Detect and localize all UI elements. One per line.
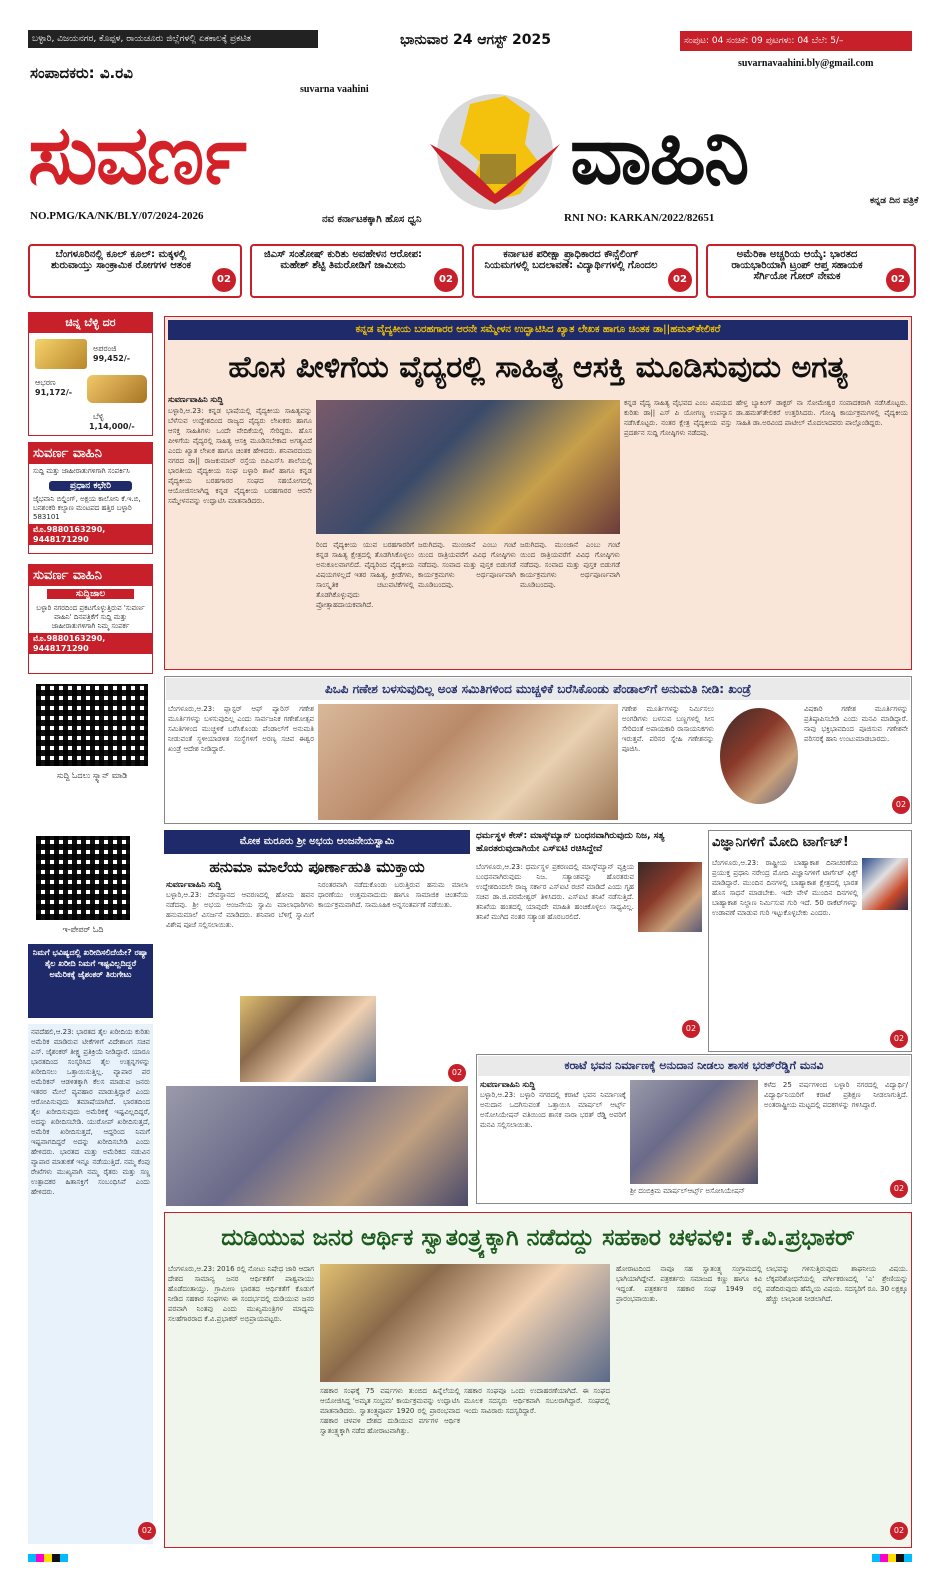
masthead-title-right: ವಾಹಿನಿ [570,108,748,203]
minister-portrait [720,708,798,804]
masthead-logo [410,84,580,214]
lead-column-4: ಕನ್ನಡ ವೈದ್ಯ ಸಾಹಿತ್ಯ ವೈಭವದ ಎಂಬ ವಿಷಯದ ಕುರಿತು ಡಾ|| ಎಸ್ ಪಿ ಯೋಗಣ್ಣ ಉಪನ್ಯಾಸ ನಡೆಸಿಕೊಟ್ಟರು. ನಂತರ ಕ್ಷೇತ್ರ ವೈದ್ಯಕೀಯ ವಸ್ತು ಪ್ರದರ್ಶನ ಸುದ್ದಿ ಗೋಷ್ಠಿಗಳು ನಡೆದವು. [624,399,732,437]
continued-page-badge: 02 [890,1522,908,1540]
home-minister-photo [638,862,702,932]
side-story-body: ನವದೆಹಲಿ,ಆ.23: ಭಾರತದ ತೈಲ ಖರೀದಿಯ ಕುರಿತು ಅಮೆರಿಕ ಮಾಡಿರುವ ಟೀಕೆಗಳಿಗೆ ವಿದೇಶಾಂಗ ಸಚಿವ ಎಸ್. ಜೈಶಂಕರ್ ತೀಕ್ಷ್ಣ ಪ್ರತಿಕ್ರಿಯೆ ನೀಡಿದ್ದಾರೆ. ಯಾರೂ ಭಾರತದಿಂದ ಸಂಸ್ಕರಿಸಿದ ತೈಲ ಉತ್ಪನ್ನಗಳನ್ನು ಖರೀದಿಸಲು ಒತ್ತಾಯಿಸುತ್ತಿಲ್ಲ. ವ್ಯಾಪಾರ ಪರ ಅಮೆರಿಕನ್ ಆಡಳಿತಕ್ಕಾಗಿ ಕೆಲಸ ಮಾಡುವ ಜನರು ಇತರರ ಮೇಲೆ ವ್ಯವಹಾರ ಮಾಡುತ್ತಿದ್ದಾರೆ ಎಂದು ಆರೋಪಿಸುವುದು ತಮಾಷೆಯಾಗಿದೆ. ಭಾರತದಿಂದ ತೈಲ ಖರೀದಿಸುವುದು ಅಮೆರಿಕಕ್ಕೆ ಇಷ್ಟವಿಲ್ಲದಿದ್ದರೆ, ಅದನ್ನು ಖರೀದಿಸಬೇಡಿ. ಯುರೋಪ್ ಖರೀದಿಸುತ್ತದೆ, ಅಮೆರಿಕ ಖರೀದಿಸುತ್ತದೆ, ಆದ್ದರಿಂದ ನಿಮಗೆ ಇಷ್ಟವಾಗದಿದ್ದರೆ ಅದನ್ನು ಖರೀದಿಸಬೇಡಿ ಎಂದು ಹೇಳಿದರು. ಭಾರತದ ಮತ್ತು ಅಮೆರಿಕದ ನಡುವಿನ ವ್ಯಾಪಾರ ಮಾತುಕತೆ ಇನ್ನೂ ನಡೆಯುತ್ತಿದೆ. ನಮ್ಮ ಕೆಂಪು ರೇಖೆಗಳು ಮುಖ್ಯವಾಗಿ ನಮ್ಮ ರೈತರು ಮತ್ತು ಸಣ್ಣ ಉತ್ಪಾದಕರ ಹಿತಾಸಕ್ತಿಗೆ ಸಂಬಂಧಿಸಿವೆ ಎಂದು ಹೇಳಿದರು. [28,1024,153,1544]
cooperative-column-5: ಲಾಭವನ್ನು ಗಳಿಸುತ್ತಿರುವುದು ಶಾಘನೀಯ ವಿಷಯ. ಲೆಕ್ಕಪರಿಶೋಧನೆಯಲ್ಲಿ ವರ್ಗೀಕರಣದಲ್ಲಿ 'ಎ' ಶ್ರೇಣಿಯನ್ನು ಪಡೆದಿರುವುದು ಹೆಮ್ಮೆಯ ವಿಷಯ. ಸದಸ್ಯರಿಗೆ ರೂ. 30 ಲಕ್ಷಕ್ಕೂ ಹೆಚ್ಚು ಲಾಭಾಂಶ ನೀಡಲಾಗಿದೆ. [766,1265,908,1303]
ad-address: ಜೈಭವಾನಿ ಬಿಲ್ಡಿಂಗ್, ಅಕ್ಷಯ ಕಾಲೋನಿ ಕೆ.ಇ.ಬಿ, ಬನಶಂಕರಿ ಕಲ್ಯಾಣ ಮಂಟಪದ ಹತ್ತಿರ ಬಳ್ಳಾರಿ 583101 [33,495,141,521]
print-color-bar [872,1554,912,1562]
teaser-text: ಕರ್ನಾಟಕ ಪರೀಕ್ಷಾ ಪ್ರಾಧಿಕಾರದ ಕೌನ್ಸೆಲಿಂಗ್ ನಿಯಮಗಳಲ್ಲಿ ಬದಲಾವಣೆ: ವಿದ್ಯಾರ್ಥಿಗಳಲ್ಲಿ ಗೊಂದಲ [484,249,658,271]
ganesha-body-mid: ಗಣೇಶ ಮೂರ್ತಿಗಳನ್ನು ನಿರ್ಮಿಸಲು ಅಂಗಡಿಗಳು ಬಳಸುವ ಬಣ್ಣಗಳಲ್ಲಿ ಸೀಸ ಸೇರಿದಂತೆ ಅಪಾಯಕಾರಿ ರಾಸಾಯನಿಕಗಳು ಇರುತ್ತವೆ. ಪರಿಸರ ಸ್ನೇಹಿ ಗಣೇಶನನ್ನು ಪೂಜಿಸಿ. [622,705,714,753]
ad-phone: ಮೊ.9880163290, 9448171290 [29,633,152,654]
dharmasthala-headline: ಧರ್ಮಸ್ಥಳ ಕೇಸ್: ಮಾಸ್ಕ್‌ಮ್ಯಾನ್ ಬಂಧನವಾಗಿರುವುದು ನಿಜ, ಸತ್ಯ ಹೊರತರುವುದಾಗಿಯೇ ಎಸ್‌ಐಟಿ ರಚಿಸಿದ್ದೇವೆ [476,831,665,854]
ad-news-text: ಬಳ್ಳಾರಿ ನಗರದಿಂದ ಪ್ರಕಟಗೊಳ್ಳುತ್ತಿರುವ 'ಸುವರ್ಣ ವಾಹಿನಿ' ದಿನಪತ್ರಿಕೆಗೆ ಸುದ್ದಿ ಮತ್ತು ಜಾಹೀರಾತುಗಳಿಗಾಗಿ ನಿಮ್ಮ ಸಂಪರ್ಕ [36,604,145,630]
lead-column-1: ಬಳ್ಳಾರಿ,ಆ.23: ಕನ್ನಡ ಭಾಷೆಯಲ್ಲಿ ವೈದ್ಯಕೀಯ ಸಾಹಿತ್ಯವನ್ನು ಬೆಳೆಸುವ ಉದ್ದೇಶದಿಂದ ರಾಜ್ಯದ ವೈದ್ಯರು ಲೇಖಕರು ಹಾಗೂ ಆಸಕ್ತ ಸಾಹಿತಿಗಳು ಒಂದೇ ವೇದಿಕೆಯಲ್ಲಿ ಸೇರಿದ್ದರು. ಹೊಸ ಪೀಳಿಗೆಯ ವೈದ್ಯರಲ್ಲಿ ಸಾಹಿತ್ಯ ಆಸಕ್ತಿ ಮೂಡಿಸಬೇಕಾದ ಅಗತ್ಯವಿದೆ ಎಂದು ಖ್ಯಾತ ಲೇಖಕ ಹಾಗೂ ಚಿಂತಕ ಹೇಳಿದರು. ಶನಿವಾರದಂದು ನಗರದ ಡಾ|| ರಾಜಕುಮಾರ್ ರಸ್ತೆಯ ಬಿಪಿಎಸ್‌ಸಿ ಶಾಲೆಯಲ್ಲಿ ಭಾರತೀಯ ವೈದ್ಯಕೀಯ ಸಂಘ ಬಳ್ಳಾರಿ ಶಾಖೆ ಹಾಗೂ ಕನ್ನಡ ವೈದ್ಯಕೀಯ ಬರಹಗಾರರ ಸಂಘದ ಸಹಯೋಗದಲ್ಲಿ ಆಯೋಜಿಸಲಾಗಿದ್ದ ಕನ್ನಡ ವೈದ್ಯಕೀಯ ಬರಹಗಾರರ ಆರನೇ ಸಮ್ಮೇಳನವನ್ನು ಉದ್ಘಾಟಿಸಿ ಮಾತನಾಡಿದರು. [168,407,312,505]
edition-strip: ಬಳ್ಳಾರಿ, ವಿಜಯನಗರ, ಕೊಪ್ಪಳ, ರಾಯಚೂರು ಜಿಲ್ಲೆಗಳಲ್ಲಿ ಏಕಕಾಲಕ್ಕೆ ಪ್ರಕಟಿತ [28,30,318,48]
silver-value: 1,14,000/- [89,422,135,431]
gold-rate-title: ಚಿನ್ನ ಬೆಳ್ಳಿ ದರ [29,313,152,333]
teaser-box[interactable] [472,244,698,298]
cooperative-column-2: ಸಹಕಾರ ಸಂಘಕ್ಕೆ 75 ವರ್ಷಗಳು ತುಂಬಿದ ಹಿನ್ನೆಲೆಯಲ್ಲಿ ಆಯೋಜಿಸಿದ್ದ 'ಅಮೃತ ಸಂಭ್ರಮ' ಕಾರ್ಯಕ್ರಮವನ್ನು ಉದ್ಘಾಟಿಸಿ ಮಾತನಾಡಿದರು. ಸ್ವಾತಂತ್ರ್ಯಪೂರ್ವ 1920 ರಲ್ಲಿ ಪ್ರಾರಂಭವಾದ ಸಹಕಾರ ಚಳವಳಿ ದೇಶದ ದುಡಿಯುವ ವರ್ಗಗಳ ಆರ್ಥಿಕ ಸ್ವಾತಂತ್ರ್ಯಕ್ಕಾಗಿ ನಡೆದ ಹೋರಾಟವಾಗಿತ್ತು. [320,1387,460,1435]
gold-24-value: 99,452/- [93,354,131,363]
hanuma-stage-photo [166,1086,468,1206]
hanuma-crowd-photo [240,996,376,1082]
issue-date: ಭಾನುವಾರ 24 ಆಗಸ್ಟ್ 2025 [400,32,551,48]
teaser-box[interactable] [706,244,916,298]
dharmasthala-body: ಬೆಂಗಳೂರು,ಆ.23: ಧರ್ಮಸ್ಥಳ ಪ್ರಕರಣದಲ್ಲಿ ಮಾಸ್ಕ್‌ಮ್ಯಾನ್ ವ್ಯಕ್ತಿಯ ಬಂಧನವಾಗಿರುವುದು ನಿಜ. ಸತ್ಯಾಂಶವನ್ನು ಹೊರತರುವ ಉದ್ದೇಶದಿಂದಲೇ ರಾಜ್ಯ ಸರ್ಕಾರ ಎಸ್‌ಐಟಿ ರಚನೆ ಮಾಡಿದೆ ಎಂದು ಗೃಹ ಸಚಿವ ಡಾ.ಜಿ.ಪರಮೇಶ್ವರ್ ತಿಳಿಸಿದರು. ಎಸ್‌ಐಟಿ ತನಿಖೆ ನಡೆಸುತ್ತಿದೆ. ತನಿಖೆಯ ಹಂತದಲ್ಲಿ ಯಾವುದೇ ಮಾಹಿತಿ ಹಂಚಿಕೊಳ್ಳಲು ಸಾಧ್ಯವಿಲ್ಲ. ತನಿಖೆ ಮುಗಿದ ನಂತರ ಸತ್ಯಾಂಶ ಹೊರಬರಲಿದೆ. [476,863,634,921]
teaser-box[interactable] [28,244,242,298]
teaser-page-badge: 02 [886,268,910,292]
rni-number: RNI NO: KARKAN/2022/82651 [564,212,715,224]
ad-brand: ಸುವರ್ಣ ವಾಹಿನಿ [29,443,152,464]
continued-page-badge: 02 [682,1020,700,1038]
tagline: ನವ ಕರ್ನಾಟಕಕ್ಕಾಗಿ ಹೊಸ ಧ್ವನಿ [322,214,422,225]
continued-page-badge: 02 [890,1180,908,1198]
ganesha-body-right: ವಿಷಕಾರಿ ಗಣೇಶ ಮೂರ್ತಿಗಳನ್ನು ಪ್ರತಿಷ್ಠಾಪಿಸಬೇಡಿ ಎಂದು ಮನವಿ ಮಾಡಿದ್ದಾರೆ. ನಾವು ಭಕ್ತಿಭಾವದಿಂದ ಪೂಜಿಸುವ ಗಣೇಶನೇ ಪರಿಸರಕ್ಕೆ ಹಾನಿ ಉಂಟುಮಾಡಬಾರದು. [804,705,908,743]
gold-bar-icon [35,339,87,369]
ad-brand: ಸುವರ್ಣ ವಾಹಿನಿ [29,565,152,586]
ganesha-body-left: ಬೆಂಗಳೂರು,ಆ.23: ಪ್ಲಾಸ್ಟರ್ ಆಫ್ ಪ್ಯಾರಿಸ್ ಗಣೇಶ ಮೂರ್ತಿಗಳನ್ನು ಬಳಸುವುದಿಲ್ಲ ಎಂದು ಸಾರ್ವಜನಿಕ ಗಣೇಶೋತ್ಸವ ಸಮಿತಿಗಳಿಂದ ಮುಚ್ಚಳಿಕೆ ಬರೆಸಿಕೊಂಡು ಪೆಂಡಾಲ್‌ಗೆ ಅನುಮತಿ ನೀಡುವಂತೆ ಸ್ಥಳೀಯಾಡಳಿತ ಸಂಸ್ಥೆಗಳಿಗೆ ಅರಣ್ಯ ಸಚಿವ ಈಶ್ವರ ಖಂಡ್ರೆ ಆದೇಶ ನೀಡಿದ್ದಾರೆ. [168,705,314,753]
cooperative-headline: ದುಡಿಯುವ ಜನರ ಆರ್ಥಿಕ ಸ್ವಾತಂತ್ರ್ಯಕ್ಕಾಗಿ ನಡೆದದ್ದು ಸಹಕಾರ ಚಳವಳಿ: ಕೆ.ವಿ.ಪ್ರಭಾಕರ್ [221,1225,855,1251]
news-ad-box [28,564,153,674]
hanuma-byline: ಸುವರ್ಣವಾಹಿನಿ ಸುದ್ದಿ [166,880,222,889]
teaser-text: ಅಮೆರಿಕಾ ಅಚ್ಚರಿಯ ಆಯ್ಕೆ: ಭಾರತದ ರಾಯಭಾರಿಯಾಗಿ ಟ್ರಂಪ್ ಆಪ್ತ ಸಹಾಯಕ ಸೆರ್ಗಿಯೋ ಗೋರ್ ನೇಮಕ [731,249,863,282]
masthead-title-left: ಸುವರ್ಣ [28,108,245,203]
qr-code-news[interactable] [36,684,148,766]
hanuma-kicker: ಮೋಕ ಮರೂರು ಶ್ರೀ ಅಭಯ ಆಂಜನೇಯಸ್ವಾಮಿ [164,830,470,854]
office-ad-box [28,442,153,554]
teaser-text: ಜಿಎಸ್ ಸಂತೋಷ್ ಕುರಿತು ಅವಹೇಳನ ಆರೋಪ: ಮಹೇಶ್ ಶೆಟ್ಟಿ ತಿಮರೋಡಿಗೆ ಜಾಮೀನು [264,249,422,271]
qr-epaper-caption: ಇ-ಪೇಪರ್ ಓದಿ [62,925,104,934]
gold-24-label: ಅಪರಂಜಿ [93,344,117,353]
postal-reg-number: NO.PMG/KA/NK/BLY/07/2024-2026 [30,210,204,222]
continued-page-badge: 02 [890,1030,908,1048]
print-color-bar [28,1554,68,1562]
gold-rate-box [28,312,153,436]
editor-credit: ಸಂಪಾದಕರು: ವಿ.ರವಿ [30,64,133,82]
teaser-box[interactable] [250,244,464,298]
ganesha-idols-photo [318,704,618,820]
hanuma-column-1: ಬಳ್ಳಾರಿ,ಆ.23: ದೇವಸ್ಥಾನದ ಆವರಣದಲ್ಲಿ ಹೋಮ ಹವನ ನಡೆದವು. ಶ್ರೀ ಅಭಯ ಆಂಜನೇಯ ಸ್ವಾಮಿ ಮಾಲಾಧಾರಿಗಳು ಹನುಮಮಾಲೆ ವಿಸರ್ಜನೆ ಮಾಡಿದರು. ಶನಿವಾರ ಬೆಳಿಗ್ಗೆ ಸ್ವಾಮಿಗೆ ವಿಶೇಷ ಪೂಜೆ ಸಲ್ಲಿಸಲಾಯಿತು. [166,891,314,929]
modi-photo [862,858,908,910]
lead-column-5: ಹೇಳ್ತ ಬ್ಯಾಕಿಂಗ್ ಡಾಕ್ಟರ್ ನಾ ಸೋಮೇಶ್ವರ ಸಂವಾದಕರಾಗಿ ನಡೆಸಿಕೊಟ್ಟರು. ಡಾ.ಹಮತ್‌ತೇಲಿಕರೆ ಉತ್ತರಿಸಿದರು. ಗೋಷ್ಠಿ ಕಾರ್ಯಕ್ರಮಗಳಲ್ಲಿ ವೈದ್ಯಕೀಯ ಸಾಹಿತಿ ಡಾ.ಅರವಿಂದ ಪಾಟೀಲ್ ಮೊದಲಾದವರು ಪಾಲ್ಗೊಂಡಿದ್ದರು. [736,399,908,427]
gold-ornament-icon [87,375,147,403]
cooperative-column-3: ಸಹಕಾರ ಸಂಘವೂ ಒಂದು ಉದಾಹರಣೆಯಾಗಿದೆ. ಈ ಸಂಘದ ಮೂಲಕ ಸದಸ್ಯರು ಆರ್ಥಿಕವಾಗಿ ಸಬಲರಾಗಿದ್ದಾರೆ. ಸಂಘದಲ್ಲಿ ಇಂದು ಸಾವಿರಾರು ಸದಸ್ಯರಿದ್ದಾರೆ. [464,1387,610,1415]
teaser-text: ಬೆಂಗಳೂರಿನಲ್ಲಿ ಕೂಲ್ ಕೂಲ್: ಮಕ್ಕಳಲ್ಲಿ ಶುರುವಾಯ್ತು ಸಾಂಕ್ರಾಮಿಕ ರೋಗಗಳ ಆತಂಕ [50,249,192,271]
continued-page-badge: 02 [448,1064,466,1082]
lead-kicker: ಕನ್ನಡ ವೈದ್ಯಕೀಯ ಬರಹಗಾರರ ಆರನೇ ಸಮ್ಮೇಳನ ಉದ್ಘಾಟಿಸಿದ ಖ್ಯಾತ ಲೇಖಕ ಹಾಗೂ ಚಿಂತಕ ಡಾ||ಹಮತ್‌ತೇಲಿಕರೆ [168,320,908,340]
qr-code-epaper[interactable] [36,836,130,920]
cooperative-column-1: ಬೆಂಗಳೂರು,ಆ.23: 2016 ರಲ್ಲಿ ನೋಟು ನಿಷೇಧ ಜಾರಿ ಆದಾಗ ದೇಶದ ಸಾಮಾನ್ಯ ಜನರ ಆರ್ಥಿಕತೆಗೆ ಪಾಶ್ವವಾಯು ಹೊಡೆದಂತಾಯ್ತು. ಗ್ರಾಮೀಣ ಭಾರತದ ಆರ್ಥಿಕತೆಗೆ ಕೊಡುಗೆ ನೀಡಿದ ಸಹಕಾರ ಸಂಘಗಳು ಈ ಸಂದರ್ಭದಲ್ಲಿ ದುಡಿಯುವ ಜನರ ಪರವಾಗಿ ನಿಂತವು ಎಂದು ಮುಖ್ಯಮಂತ್ರಿಗಳ ಮಾಧ್ಯಮ ಸಲಹೆಗಾರರಾದ ಕೆ.ವಿ.ಪ್ರಭಾಕರ್ ಅಭಿಪ್ರಾಯಪಟ್ಟರು. [168,1265,314,1323]
gold-22-label: ಆಭರಣ [35,378,56,387]
karate-body-right: ಕಳೆದ 25 ವರ್ಷಗಳಿಂದ ಬಳ್ಳಾರಿ ನಗರದಲ್ಲಿ ವಿದ್ಯಾರ್ಥಿ/ವಿದ್ಯಾರ್ಥಿನಿಯರಿಗೆ ಕರಾಟೆ ಪ್ರಶಿಕ್ಷಣ ನೀಡಲಾಗುತ್ತಿದೆ. ಅಂತರಾಷ್ಟ್ರೀಯ ಮಟ್ಟದಲ್ಲಿ ಪದಕಗಳನ್ನು ಗಳಿಸಿದ್ದಾರೆ. [764,1081,908,1109]
continued-page-badge: 02 [138,1522,156,1540]
karate-byline: ಸುವರ್ಣವಾಹಿನಿ ಸುದ್ದಿ [480,1080,536,1089]
modi-headline: ವಿಜ್ಞಾನಿಗಳಿಗೆ ಮೋದಿ ಟಾರ್ಗೆಟ್! [712,835,849,850]
silver-label: ಬೆಳ್ಳಿ [93,412,104,421]
gold-22-value: 91,172/- [35,388,73,397]
ad-phone: ಮೊ.9880163290, 9448171290 [29,524,152,545]
teaser-page-badge: 02 [212,268,236,292]
lead-column-2: ರಿಂದ ವೈದ್ಯಕೀಯ ಯುವ ಬರಹಗಾರರಿಗೆ ಕನ್ನಡ ಸಾಹಿತ್ಯ ಕ್ಷೇತ್ರದಲ್ಲಿ ತೊಡಗಿಸಿಕೊಳ್ಳಲು ಅನುಕೂಲವಾಗಲಿದೆ. ವೈದ್ಯರಿಂದ ವೈದ್ಯಕೀಯ ವಿಷಯಗಳಲ್ಲದೆ ಇತರ ಸಾಹಿತ್ಯ, ಕ್ರೀಡೆಗಳು, ಸಾಂಸ್ಕೃತಿಕ ಚಟುವಟಿಕೆಗಳಲ್ಲಿ ತೊಡಗಿಕೊಳ್ಳುವುದು ಪ್ರೋತ್ಸಾಹದಾಯಕವಾಗಿದೆ. [316,541,414,609]
modi-body: ಬೆಂಗಳೂರು,ಆ.23: ರಾಷ್ಟ್ರೀಯ ಬಾಹ್ಯಾಕಾಶ ದಿನಾಚರಣೆಯ ಪ್ರಯುಕ್ತ ಪ್ರಧಾನಿ ನರೇಂದ್ರ ಮೋದಿ ವಿಜ್ಞಾನಿಗಳಿಗೆ ಟಾರ್ಗೆಟ್ ಫಿಕ್ಸ್ ಮಾಡಿದ್ದಾರೆ. ಮುಂದಿನ ದಿನಗಳಲ್ಲಿ ಬಾಹ್ಯಾಕಾಶ ಕ್ಷೇತ್ರದಲ್ಲಿ ಭಾರತ ಹೊಸ ಸಾಧನೆ ಮಾಡಬೇಕು. ಇದೇ ವೇಳೆ ಮುಂದಿನ ದಿನಗಳಲ್ಲಿ ಬಾಹ್ಯಾಕಾಶ ನಿಲ್ದಾಣ ನಿರ್ಮಿಸುವ ಗುರಿ ಇದೆ. 50 ರಾಕೆಟ್‌ಗಳನ್ನು ಉಡಾವಣೆ ಮಾಡುವ ಗುರಿ ಇಟ್ಟುಕೊಳ್ಳಬೇಕು ಎಂದರು. [712,859,858,917]
teaser-page-badge: 02 [668,268,692,292]
qr-news-caption: ಸುದ್ದಿ ಓದಲು ಸ್ಕ್ಯಾನ್ ಮಾಡಿ [56,771,128,780]
ad-subtitle: ಸುದ್ದಿ ಮತ್ತು ಜಾಹೀರಾತುಗಳಿಗಾಗಿ ಸಂಪರ್ಕಿಸಿ [33,467,130,475]
ganesha-headline: ಪಿಒಪಿ ಗಣೇಶ ಬಳಸುವುದಿಲ್ಲ ಅಂತ ಸಮಿತಿಗಳಿಂದ ಮುಚ್ಚಳಿಕೆ ಬರೆಸಿಕೊಂಡು ಪೆಂಡಾಲ್‌ಗೆ ಅನುಮತಿ ನೀಡಿ: ಖಂಡ್ರೆ [166,678,910,700]
cooperative-column-4: ಹೋರಾಟದಿಂದ ನಾವೂ ಸಹ ಸ್ವಾತಂತ್ರ್ಯ ಸಂಗ್ರಾಮದಲ್ಲಿ ಭಾಗಿಯಾಗಿದ್ದೇವೆ. ಪತ್ರಕರ್ತರು ಸಮಾಜದ ಕಣ್ಣು ಹಾಗೂ ಕಿವಿ ಇದ್ದಂತೆ. ಪತ್ರಕರ್ತರ ಸಹಕಾರ ಸಂಘ 1949 ರಲ್ಲಿ ಪ್ರಾರಂಭವಾಯಿತು. [616,1265,762,1303]
lead-event-photo [316,400,620,534]
lead-column-3b: ಜರುಗಿದವು. ಮುಂಜಾನೆ ಎಂಬು ಗಂಟೆ ಯಿಂದ ರಾತ್ರಿಯವರೆಗೆ ವಿವಿಧ ಗೋಷ್ಠಿಗಳು ನಡೆದವು. ಸಂವಾದ ಮತ್ತು ಪುಸ್ತಕ ಬಿಡುಗಡೆ ಕಾರ್ಯಕ್ರಮಗಳು ಅರ್ಥಪೂರ್ಣವಾಗಿ ಮೂಡಿಬಂದವು. [520,541,620,589]
side-story-headline: ನಿಮಗೆ ಭವಿಷ್ಯದಲ್ಲಿ ಖರೀದಿಸಲಿದೆಯೇ? ರಷ್ಯಾ ತೈಲ ಖರೀದಿ ನಿಮಗೆ ಇಷ್ಟವಿಲ್ಲದಿದ್ದರೆ ಅಮೆರಿಕಕ್ಕೆ ಜೈಶಂಕರ್ ತಿರುಗೇಟು [28,944,153,1018]
karate-memo-photo [630,1080,758,1184]
ad-office-label: ಪ್ರಧಾನ ಕಛೇರಿ [49,481,132,491]
hanuma-headline: ಹನುಮಾ ಮಾಲೆಯ ಪೂರ್ಣಾಹುತಿ ಮುಕ್ತಾಯ [209,858,425,876]
ad-news-head: ಸುದ್ದಿಜಾಲ [47,589,134,599]
karate-photo-caption: ಶ್ರೀ ದಂಬಿಕ್ರಿಮ ಮಾರ್ಷಲ್‌ಆರ್ಟ್ಸ್ ಅಸೋಸಿಯೇಷನ್ [630,1187,745,1195]
lead-column-3: ಜರುಗಿದವು. ಮುಂಜಾನೆ ಎಂಬು ಗಂಟೆ ಯಿಂದ ರಾತ್ರಿಯವರೆಗೆ ವಿವಿಧ ಗೋಷ್ಠಿಗಳು ನಡೆದವು. ಸಂವಾದ ಮತ್ತು ಪುಸ್ತಕ ಬಿಡುಗಡೆ ಕಾರ್ಯಕ್ರಮಗಳು ಅರ್ಥಪೂರ್ಣವಾಗಿ ಮೂಡಿಬಂದವು. [418,541,516,589]
karnataka-map-emblem-icon [410,84,580,214]
lead-byline: ಸುವರ್ಣವಾಹಿನಿ ಸುದ್ದಿ [168,395,224,404]
issue-info: ಸಂಪುಟ: 04 ಸಂಚಿಕೆ: 09 ಪುಟಗಳು: 04 ಬೆಲೆ: 5/– [680,31,912,51]
hanuma-column-2: ನಿರಂತರವಾಗಿ ನಡೆದುಕೊಂಡು ಬರುತ್ತಿರುವ ಹನುಮ ಮಾಲಾ ಧಾರಣೆಯು ಉತ್ತಮವಾದುದು ಹಾಗೂ ಸಾಮಾಜಿಕ ಚಿಂತನೆಯ ಕಾರ್ಯಕ್ರಮವಾಗಿದೆ. ಸಾಮೂಹಿಕ ಅನ್ನಸಂತರ್ಪಣೆ ನಡೆಯಿತು. [318,881,468,909]
lead-headline: ಹೊಸ ಪೀಳಿಗೆಯ ವೈದ್ಯರಲ್ಲಿ ಸಾಹಿತ್ಯ ಆಸಕ್ತಿ ಮೂಡಿಸುವುದು ಅಗತ್ಯ [228,350,848,385]
contact-email[interactable]: suvarnavaahini.bly@gmail.com [738,58,874,69]
karate-body-left: ಬಳ್ಳಾರಿ,ಆ.23: ಬಳ್ಳಾರಿ ನಗರದಲ್ಲಿ ಕರಾಟೆ ಭವನ ನಿರ್ಮಾಣಕ್ಕೆ ಅನುದಾನ ಒದಗಿಸುವಂತೆ ಒತ್ತಾಯಿಸಿ ಮಾರ್ಷಲ್ ಆರ್ಟ್ಸ್ ಅಸೋಸಿಯೇಷನ್ ವತಿಯಿಂದ ಶಾಸಕ ನಾರಾ ಭರತ್ ರೆಡ್ಡಿ ಅವರಿಗೆ ಮನವಿ ಸಲ್ಲಿಸಲಾಯಿತು. [480,1091,626,1129]
brand-small: suvarna vaahini [300,84,369,95]
cooperative-award-photo [320,1264,610,1382]
teaser-page-badge: 02 [434,268,458,292]
kannada-daily-label: ಕನ್ನಡ ದಿನ ಪತ್ರಿಕೆ [870,196,919,206]
continued-page-badge: 02 [892,796,910,814]
karate-headline: ಕರಾಟೆ ಭವನ ನಿರ್ಮಾಣಕ್ಕೆ ಅನುದಾನ ನೀಡಲು ಶಾಸಕ ಭರತ್‌ರೆಡ್ಡಿಗೆ ಮನವಿ [478,1056,910,1076]
